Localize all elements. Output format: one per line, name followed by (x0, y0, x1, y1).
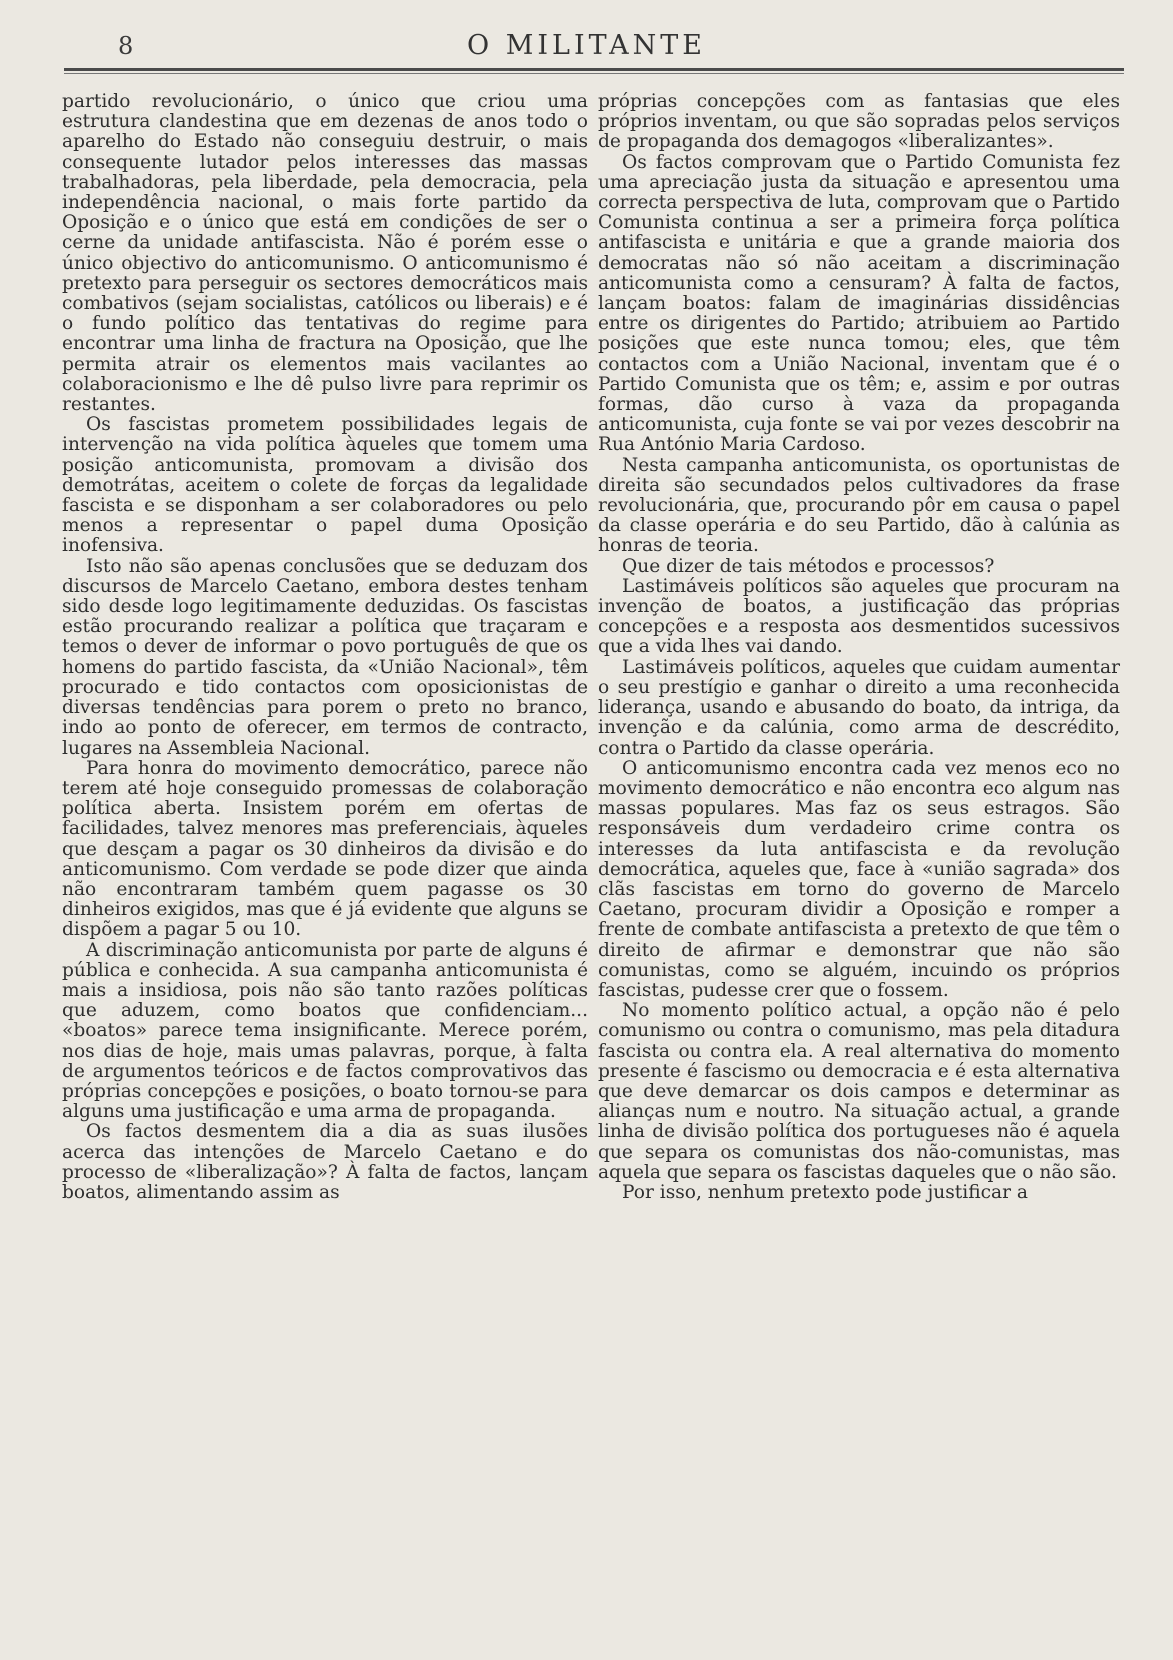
paragraph: Os factos comprovam que o Partido Comunista fez uma apreciação justa da situação e apresentou uma correcta perspectiva de luta, comprovam que o Partido Comunista continua a ser a primeira força política antifascista e unitária e que a grande maioria dos democratas não só não aceitam a discriminação anticomunista como a censuram? À falta de factos, lançam boatos: falam de imaginárias dissidências entre os dirigentes do Partido; atribuiem ao Partido posições que este nunca tomou; eles, que têm contactos com a União Nacional, inventam que é o Partido Comunista que os têm; e, assim e por outras formas, dão curso à vaza da propaganda anticomunista, cuja fonte se vai por vezes descobrir na Rua António Maria Cardoso. (598, 151, 1120, 456)
paragraph: Lastimáveis políticos são aqueles que procuram na invenção de boatos, a justificação das próprias concepções e a resposta aos desmentidos sucessivos que a vida lhes vai dando. (598, 575, 1120, 658)
paragraph: Nesta campanha anticomunista, os oportunistas de direita são secundados pelos cultivadores da frase revolucionária, que, procurando pôr em causa o papel da classe operária e do seu Partido, dão à calúnia as honras de teoria. (598, 454, 1120, 557)
paragraph: Por isso, nenhum pretexto pode justificar a (622, 1181, 1028, 1203)
right-column (598, 92, 1120, 1203)
left-column (62, 92, 588, 1203)
page-number: 8 (118, 32, 134, 60)
paragraph: Os fascistas prometem possibilidades legais de intervenção na vida política àqueles que tomem uma posição anticomunista, promovam a divisão dos demotrátas, aceitem o colete de forças da legalidade fascista e se disponham a ser colaboradores ou pelo menos a representar o papel duma Oposição inofensiva. (62, 414, 588, 557)
paragraph: A discriminação anticomunista por parte de alguns é pública e conhecida. A sua campanha anticomunista é mais a insidiosa, pois não são tanto razões políticas que aduzem, como boatos que confidenciam... «boatos» parece tema insignificante. Merece porém, nos dias de hoje, mais umas palavras, porque, à falta de argumentos teóricos e de factos comprovativos das próprias concepções e posições, o boato tornou-se para alguns uma justificação e uma arma de propaganda. (62, 939, 588, 1123)
paragraph: Para honra do movimento democrático, parece não terem até hoje conseguido promessas de colaboração política aberta. Insistem porém em ofertas de facilidades, talvez menores mas preferenciais, àqueles que desçam a pagar os 30 dinheiros da divisão e do anticomunismo. Com verdade se pode dizer que ainda não encontraram também quem pagasse os 30 dinheiros exigidos, mas que é já evidente que alguns se dispõem a pagar 5 ou 10. (62, 757, 588, 941)
paragraph: Lastimáveis políticos, aqueles que cuidam aumentar o seu prestígio e ganhar o direito a uma reconhecida liderança, usando e abusando do boato, da intriga, da invenção e da calúnia, como arma de descrédito, contra o Partido da classe operária. (598, 656, 1120, 759)
masthead-title: O MILITANTE (467, 30, 706, 61)
paragraph: partido revolucionário, o único que criou uma estrutura clandestina que em dezenas de anos todo o aparelho do Estado não conseguiu destruir, o mais consequente lutador pelos interesses das massas trabalhadoras, pela liberdade, pela democracia, pela independência nacional, o mais forte partido da Oposição e o único que está em condições de ser o cerne da unidade antifascista. Não é porém esse o único objectivo do anticomunismo. O anticomunismo é pretexto para perseguir os sectores democráticos mais combativos (sejam socialistas, católicos ou liberais) e é o fundo político das tentativas do regime para encontrar uma linha de fractura na Oposição, que lhe permita atrair os elementos mais vacilantes ao colaboracionismo e lhe dê pulso livre para reprimir os restantes. (62, 91, 588, 416)
paragraph: Os factos desmentem dia a dia as suas ilusões acerca das intenções de Marcelo Caetano e do processo de «liberalização»? À falta de factos, lançam boatos, alimentando assim as (62, 1121, 588, 1203)
page-header (0, 0, 1173, 90)
header-rule (64, 68, 1124, 74)
paragraph: Que dizer de tais métodos e processos? (622, 555, 995, 577)
paragraph: próprias concepções com as fantasias que eles próprios inventam, ou que são sopradas pelos serviços de propaganda dos demagogos «liberalizantes». (598, 91, 1120, 153)
paragraph: Isto não são apenas conclusões que se deduzam dos discursos de Marcelo Caetano, embora destes tenham sido desde logo legitimamente deduzidas. Os fascistas estão procurando realizar a política que traçaram e temos o dever de informar o povo português de que os homens do partido fascista, da «União Nacional», têm procurado e tido contactos com oposicionistas de diversas tendências para porem o preto no branco, indo ao ponto de oferecer, em termos de contracto, lugares na Assembleia Nacional. (62, 555, 588, 759)
paragraph: O anticomunismo encontra cada vez menos eco no movimento democrático e não encontra eco algum nas massas populares. Mas faz os seus estragos. São responsáveis dum verdadeiro crime contra os interesses da luta antifascista e da revolução democrática, aqueles que, face à «união sagrada» dos clãs fascistas em torno do governo de Marcelo Caetano, procuram dividir a Oposição e romper a frente de combate antifascista a pretexto de que têm o direito de afirmar e demonstrar que não são comunistas, como se alguém, incuindo os próprios fascistas, pudesse crer que o fossem. (598, 757, 1120, 1001)
paragraph: No momento político actual, a opção não é pelo comunismo ou contra o comunismo, mas pela ditadura fascista ou contra ela. A real alternativa do momento presente é fascismo ou democracia e é esta alternativa que deve demarcar os dois campos e determinar as alianças num e noutro. Na situação actual, a grande linha de divisão política dos portugueses não é aquela que separa os comunistas dos não-comunistas, mas aquela que separa os fascistas daqueles que o não são. (598, 1000, 1120, 1183)
